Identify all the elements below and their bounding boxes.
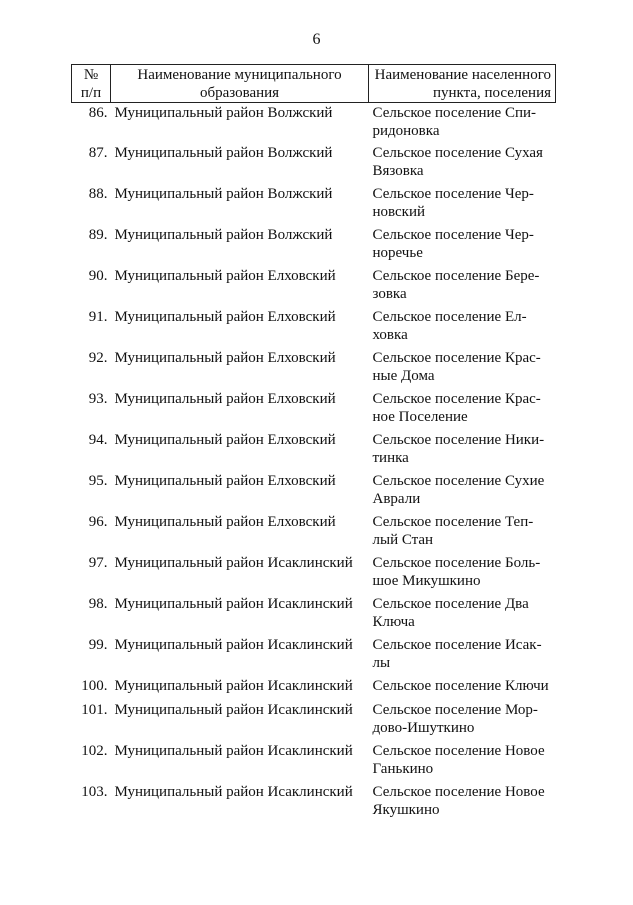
row-number: 99. [88, 636, 108, 653]
row-settlement-line2: Ганькино [372, 760, 434, 777]
row-settlement-line2: лы [372, 654, 391, 671]
row-settlement [369, 701, 556, 742]
row-number: 94. [88, 431, 108, 448]
table-row [72, 226, 556, 267]
table-header [72, 65, 556, 103]
row-settlement [369, 185, 556, 226]
header-municipality-line2: образования [199, 85, 280, 101]
row-number: 92. [88, 349, 108, 366]
row-municipality: Муниципальный район Исаклинский [114, 701, 353, 718]
row-settlement-line1: Сельское поселение Новое [372, 783, 545, 800]
table-row [72, 308, 556, 349]
row-municipality: Муниципальный район Исаклинский [114, 783, 353, 800]
row-settlement-line1: Сельское поселение Чер- [372, 226, 534, 243]
row-municipality: Муниципальный район Елховский [114, 308, 336, 325]
row-number: 100. [81, 677, 108, 694]
row-settlement [369, 554, 556, 595]
table-row [72, 349, 556, 390]
row-settlement [369, 226, 556, 267]
header-municipality-line1: Наименование муниципального [137, 67, 342, 83]
row-settlement-line2: лый Стан [372, 531, 434, 548]
row-settlement-line2: тинка [372, 449, 409, 466]
row-settlement-line2: ное Поселение [372, 408, 468, 425]
row-settlement-line2: ховка [372, 326, 408, 343]
settlements-table [71, 64, 556, 831]
table-row [72, 783, 556, 831]
row-municipality: Муниципальный район Елховский [114, 390, 336, 407]
row-settlement-line2: зовка [372, 285, 407, 302]
table-row [72, 267, 556, 308]
row-municipality: Муниципальный район Волжский [114, 144, 333, 161]
row-settlement [369, 783, 556, 831]
table-row [72, 431, 556, 472]
row-number: 89. [88, 226, 108, 243]
row-settlement [369, 349, 556, 390]
table-row [72, 677, 556, 701]
row-number: 86. [88, 105, 108, 121]
row-number: 97. [88, 554, 108, 571]
row-settlement-line2: ные Дома [372, 367, 435, 384]
row-settlement-line1: Сельское поселение Два [372, 595, 529, 612]
row-number: 103. [81, 783, 108, 800]
row-settlement-line1: Сельское поселение Ел- [372, 308, 527, 325]
table-row [72, 513, 556, 554]
row-settlement [369, 742, 556, 783]
row-settlement [369, 103, 556, 144]
row-settlement-line2: новский [372, 203, 426, 220]
row-settlement-line2: дово-Ишуткино [372, 719, 475, 736]
row-settlement-line2: шое Микушкино [372, 572, 481, 589]
row-number: 93. [88, 390, 108, 407]
table-row [72, 701, 556, 742]
row-settlement-line1: Сельское поселение Новое [372, 742, 545, 759]
row-settlement-line1: Сельское поселение Теп- [372, 513, 534, 530]
table-row [72, 472, 556, 513]
table-header-row [72, 65, 556, 103]
row-settlement-line2: норечье [372, 244, 423, 261]
row-settlement-line1: Сельское поселение Сухая [372, 144, 543, 161]
row-municipality: Муниципальный район Елховский [114, 513, 336, 530]
row-municipality: Муниципальный район Елховский [114, 472, 336, 489]
row-settlement [369, 636, 556, 677]
table-row [72, 636, 556, 677]
row-municipality: Муниципальный район Волжский [114, 185, 333, 202]
row-number: 98. [88, 595, 108, 612]
row-municipality: Муниципальный район Исаклинский [114, 595, 353, 612]
row-settlement [369, 267, 556, 308]
row-settlement-line2: Ключа [372, 613, 415, 630]
table-row [72, 595, 556, 636]
header-number-line1: № [83, 67, 99, 83]
header-number [72, 65, 111, 103]
row-settlement-line2: Аврали [372, 490, 421, 507]
row-settlement [369, 595, 556, 636]
row-settlement [369, 513, 556, 554]
header-settlement-line1: Наименование населенного [374, 67, 551, 83]
row-number: 95. [88, 472, 108, 489]
header-municipality [111, 65, 369, 103]
table-row [72, 185, 556, 226]
row-municipality: Муниципальный район Елховский [114, 349, 336, 366]
row-number: 90. [88, 267, 108, 284]
page-number: 6 [312, 31, 321, 48]
row-settlement [369, 308, 556, 349]
table-row [72, 554, 556, 595]
row-number: 96. [88, 513, 108, 530]
table-row [72, 103, 556, 144]
header-settlement-line2: пункта, поселения [432, 85, 551, 101]
row-municipality: Муниципальный район Волжский [114, 105, 333, 121]
row-settlement-line1: Сельское поселение Ники- [372, 431, 545, 448]
row-number: 88. [88, 185, 108, 202]
row-municipality: Муниципальный район Волжский [114, 226, 333, 243]
row-settlement-line1: Сельское поселение Спи- [372, 105, 537, 121]
row-settlement-line1: Сельское поселение Крас- [372, 390, 541, 407]
table-row [72, 390, 556, 431]
row-settlement [369, 431, 556, 472]
row-settlement [369, 472, 556, 513]
row-municipality: Муниципальный район Исаклинский [114, 554, 353, 571]
row-settlement-line2: ридоновка [372, 123, 440, 139]
row-settlement-line1: Сельское поселение Сухие [372, 472, 545, 489]
header-number-line2: п/п [80, 85, 102, 101]
row-settlement [369, 390, 556, 431]
row-settlement-line1: Сельское поселение Крас- [372, 349, 541, 366]
row-settlement-line2: Вязовка [372, 162, 424, 179]
row-settlement-line1: Сельское поселение Чер- [372, 185, 534, 202]
row-settlement [369, 144, 556, 185]
row-settlement-line1: Сельское поселение Исак- [372, 636, 542, 653]
row-number: 91. [88, 308, 108, 325]
row-settlement-line1: Сельское поселение Ключи [372, 677, 549, 694]
row-settlement-line1: Сельское поселение Боль- [372, 554, 541, 571]
row-settlement-line2: Якушкино [372, 801, 440, 818]
row-municipality: Муниципальный район Исаклинский [114, 636, 353, 653]
table-row [72, 144, 556, 185]
row-number: 102. [81, 742, 108, 759]
header-settlement [369, 65, 556, 103]
table-body [72, 103, 556, 831]
row-number: 87. [88, 144, 108, 161]
row-municipality: Муниципальный район Исаклинский [114, 742, 353, 759]
table-row [72, 742, 556, 783]
row-settlement-line1: Сельское поселение Мор- [372, 701, 538, 718]
row-municipality: Муниципальный район Елховский [114, 431, 336, 448]
row-number: 101. [81, 701, 108, 718]
row-settlement [369, 677, 556, 701]
row-settlement-line1: Сельское поселение Бере- [372, 267, 540, 284]
row-municipality: Муниципальный район Исаклинский [114, 677, 353, 694]
row-municipality: Муниципальный район Елховский [114, 267, 336, 284]
